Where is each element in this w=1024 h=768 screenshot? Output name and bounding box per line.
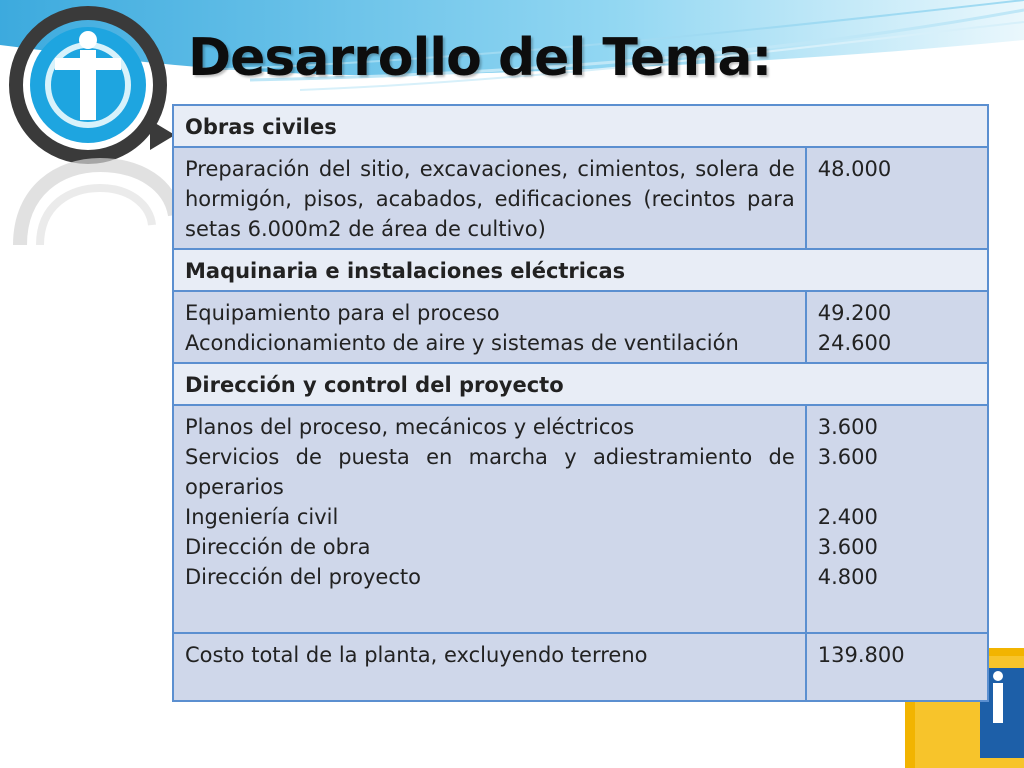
page-title: Desarrollo del Tema: <box>188 28 772 88</box>
description-cell <box>173 147 806 249</box>
item-label: Acondicionamiento de aire y sistemas de ventilación <box>185 331 739 355</box>
item-label: Dirección de obra <box>185 535 371 559</box>
item-label: Planos del proceso, mecánicos y eléctricos <box>185 415 635 439</box>
item-value: 4.800 <box>817 565 878 589</box>
total-label-cell <box>173 633 806 701</box>
table-row <box>173 105 988 147</box>
table-row <box>173 291 988 363</box>
item-value: 24.600 <box>817 331 892 355</box>
item-label: Dirección del proyecto <box>185 565 421 589</box>
section-header-maquinaria: Maquinaria e instalaciones eléctricas <box>173 249 988 291</box>
total-value: 139.800 <box>817 643 905 667</box>
value-cell <box>806 147 988 249</box>
total-label: Costo total de la planta, excluyendo terreno <box>185 643 648 667</box>
description-cell <box>173 405 806 633</box>
item-label: Ingeniería civil <box>185 505 339 529</box>
cost-table <box>172 104 989 702</box>
item-label: Equipamiento para el proceso <box>185 301 500 325</box>
item-value: 3.600 <box>817 415 878 439</box>
itb-logo-icon <box>0 0 200 260</box>
table-row <box>173 249 988 291</box>
item-value: 3.600 <box>817 535 878 559</box>
description-text: Preparación del sitio, excavaciones, cimientos, solera de hormigón, pisos, acabados, edificaciones (recintos para setas 6.000m2 de área de cultivo) <box>185 157 795 241</box>
item-value: 49.200 <box>817 301 892 325</box>
value-cell <box>806 291 988 363</box>
item-value: 2.400 <box>817 505 878 529</box>
description-cell <box>173 291 806 363</box>
value-text: 48.000 <box>817 157 892 181</box>
table-row <box>173 633 988 701</box>
table-row <box>173 363 988 405</box>
table-row <box>173 405 988 633</box>
table-row <box>173 147 988 249</box>
item-value: 3.600 <box>817 445 878 469</box>
value-cell <box>806 405 988 633</box>
section-header-direccion: Dirección y control del proyecto <box>173 363 988 405</box>
item-label: Servicios de puesta en marcha y adiestramiento de operarios <box>185 445 795 499</box>
total-value-cell <box>806 633 988 701</box>
section-header-obras-civiles: Obras civiles <box>173 105 988 147</box>
